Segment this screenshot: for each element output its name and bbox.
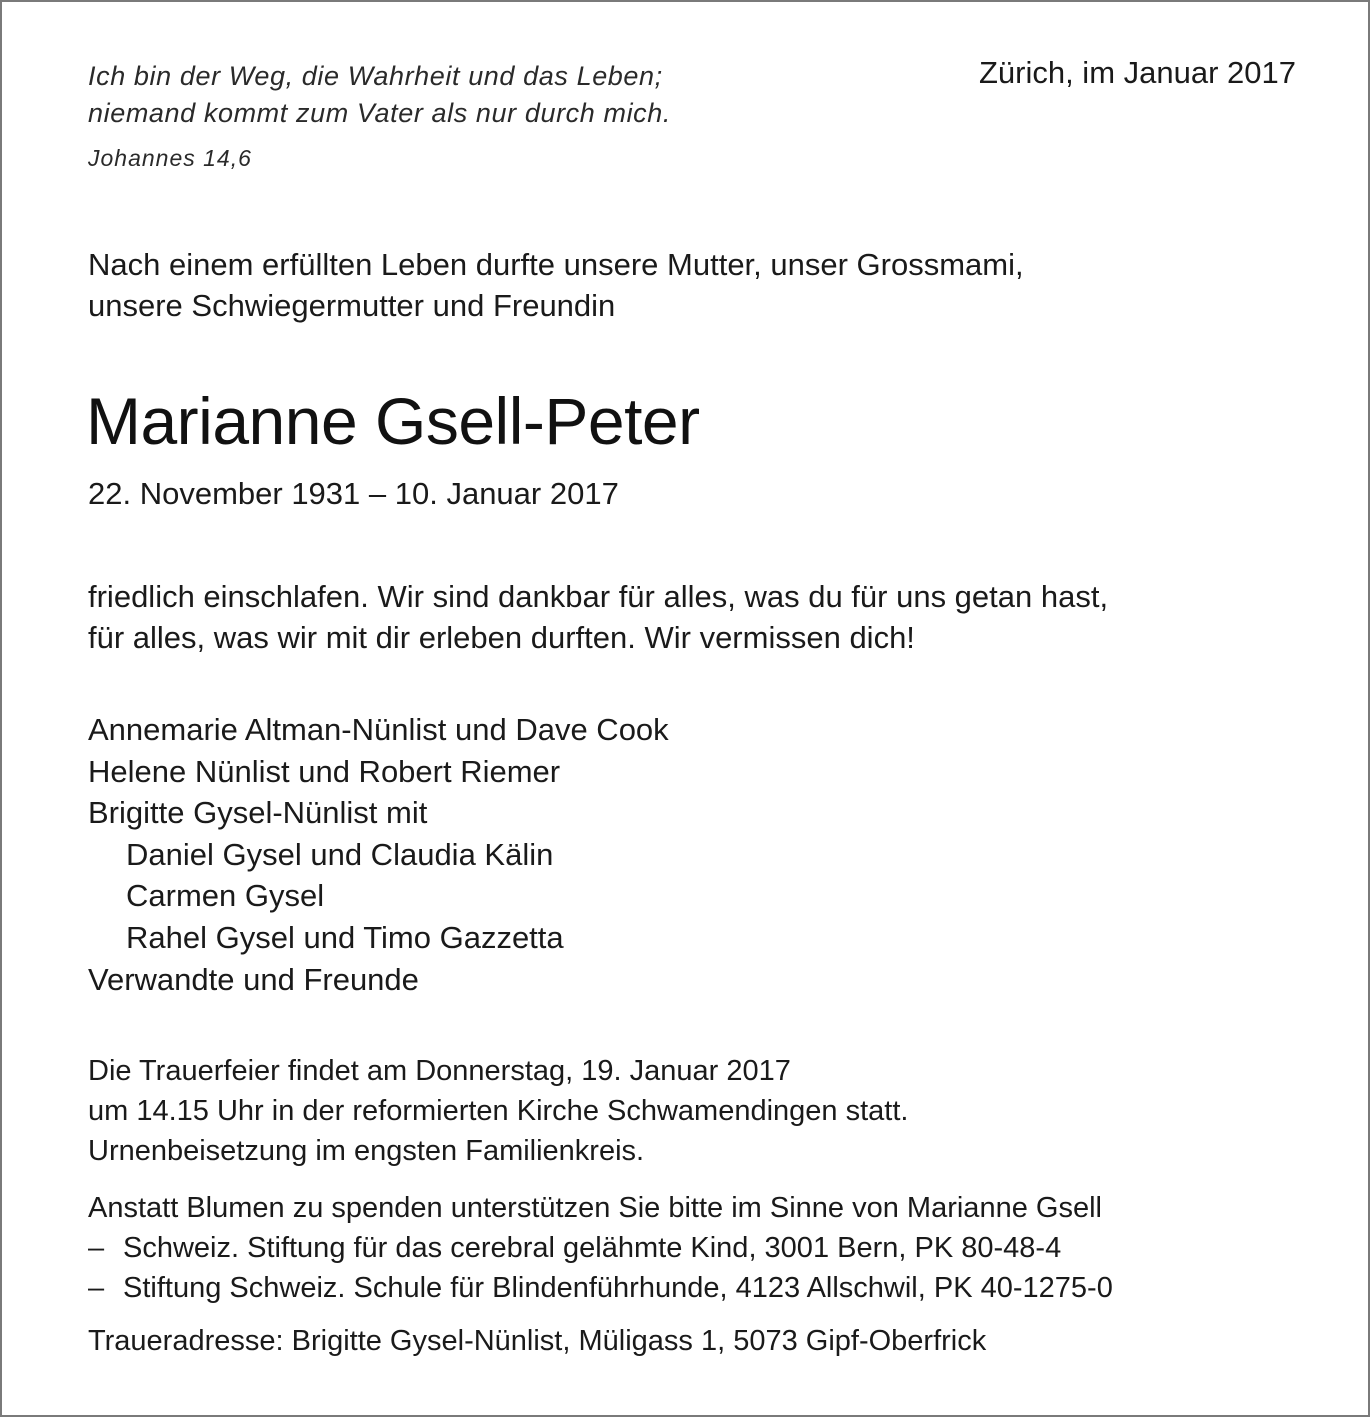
service-line: um 14.15 Uhr in der reformierten Kirche Schwamendingen statt. <box>88 1095 909 1127</box>
intro-line: unsere Schwiegermutter und Freundin <box>88 288 616 323</box>
dash-bullet: – <box>88 1272 105 1304</box>
dash-bullet: – <box>88 1232 105 1264</box>
service-info <box>88 1051 908 1171</box>
verse-line: Ich bin der Weg, die Wahrheit und das Leben; <box>88 61 663 91</box>
message-line: friedlich einschlafen. Wir sind dankbar für alles, was du für uns getan hast, <box>88 579 1109 614</box>
family-list <box>88 709 669 1000</box>
message-line: für alles, was wir mit dir erleben durften. Wir vermissen dich! <box>88 620 915 655</box>
family-member-child: Daniel Gysel und Claudia Kälin <box>126 836 554 872</box>
family-member: Verwandte und Freunde <box>88 961 419 997</box>
family-member: Brigitte Gysel-Nünlist mit <box>88 795 428 831</box>
service-line: Die Trauerfeier findet am Donnerstag, 19. Januar 2017 <box>88 1055 791 1087</box>
verse-reference: Johannes 14,6 <box>88 145 252 171</box>
life-dates: 22. November 1931 – 10. Januar 2017 <box>88 476 619 511</box>
intro-line: Nach einem erfüllten Leben durfte unsere Mutter, unser Grossmami, <box>88 247 1024 282</box>
donation-info <box>88 1188 1113 1308</box>
donation-intro: Anstatt Blumen zu spenden unterstützen Sie bitte im Sinne von Marianne Gsell <box>88 1192 1102 1224</box>
family-member-child: Rahel Gysel und Timo Gazzetta <box>126 919 564 955</box>
verse-line: niemand kommt zum Vater als nur durch mich. <box>88 98 672 128</box>
family-member: Annemarie Altman-Nünlist und Dave Cook <box>88 712 669 747</box>
mourning-address: Traueradresse: Brigitte Gysel-Nünlist, Müligass 1, 5073 Gipf-Oberfrick <box>88 1325 987 1357</box>
donation-item <box>88 1268 1113 1308</box>
service-line: Urnenbeisetzung im engsten Familienkreis. <box>88 1135 645 1167</box>
message-text <box>88 576 1108 658</box>
deceased-name: Marianne Gsell-Peter <box>86 384 700 458</box>
family-member-child: Carmen Gysel <box>126 878 325 914</box>
intro-text <box>88 244 1024 326</box>
donation-item-text: Schweiz. Stiftung für das cerebral gelähmte Kind, 3001 Bern, PK 80-48-4 <box>123 1232 1062 1264</box>
donation-item-text: Stiftung Schweiz. Schule für Blindenführhunde, 4123 Allschwil, PK 40-1275-0 <box>123 1272 1113 1304</box>
place-date: Zürich, im Januar 2017 <box>978 55 1296 90</box>
donation-item <box>88 1228 1113 1268</box>
bible-verse <box>88 58 671 132</box>
family-member: Helene Nünlist und Robert Riemer <box>88 753 561 789</box>
